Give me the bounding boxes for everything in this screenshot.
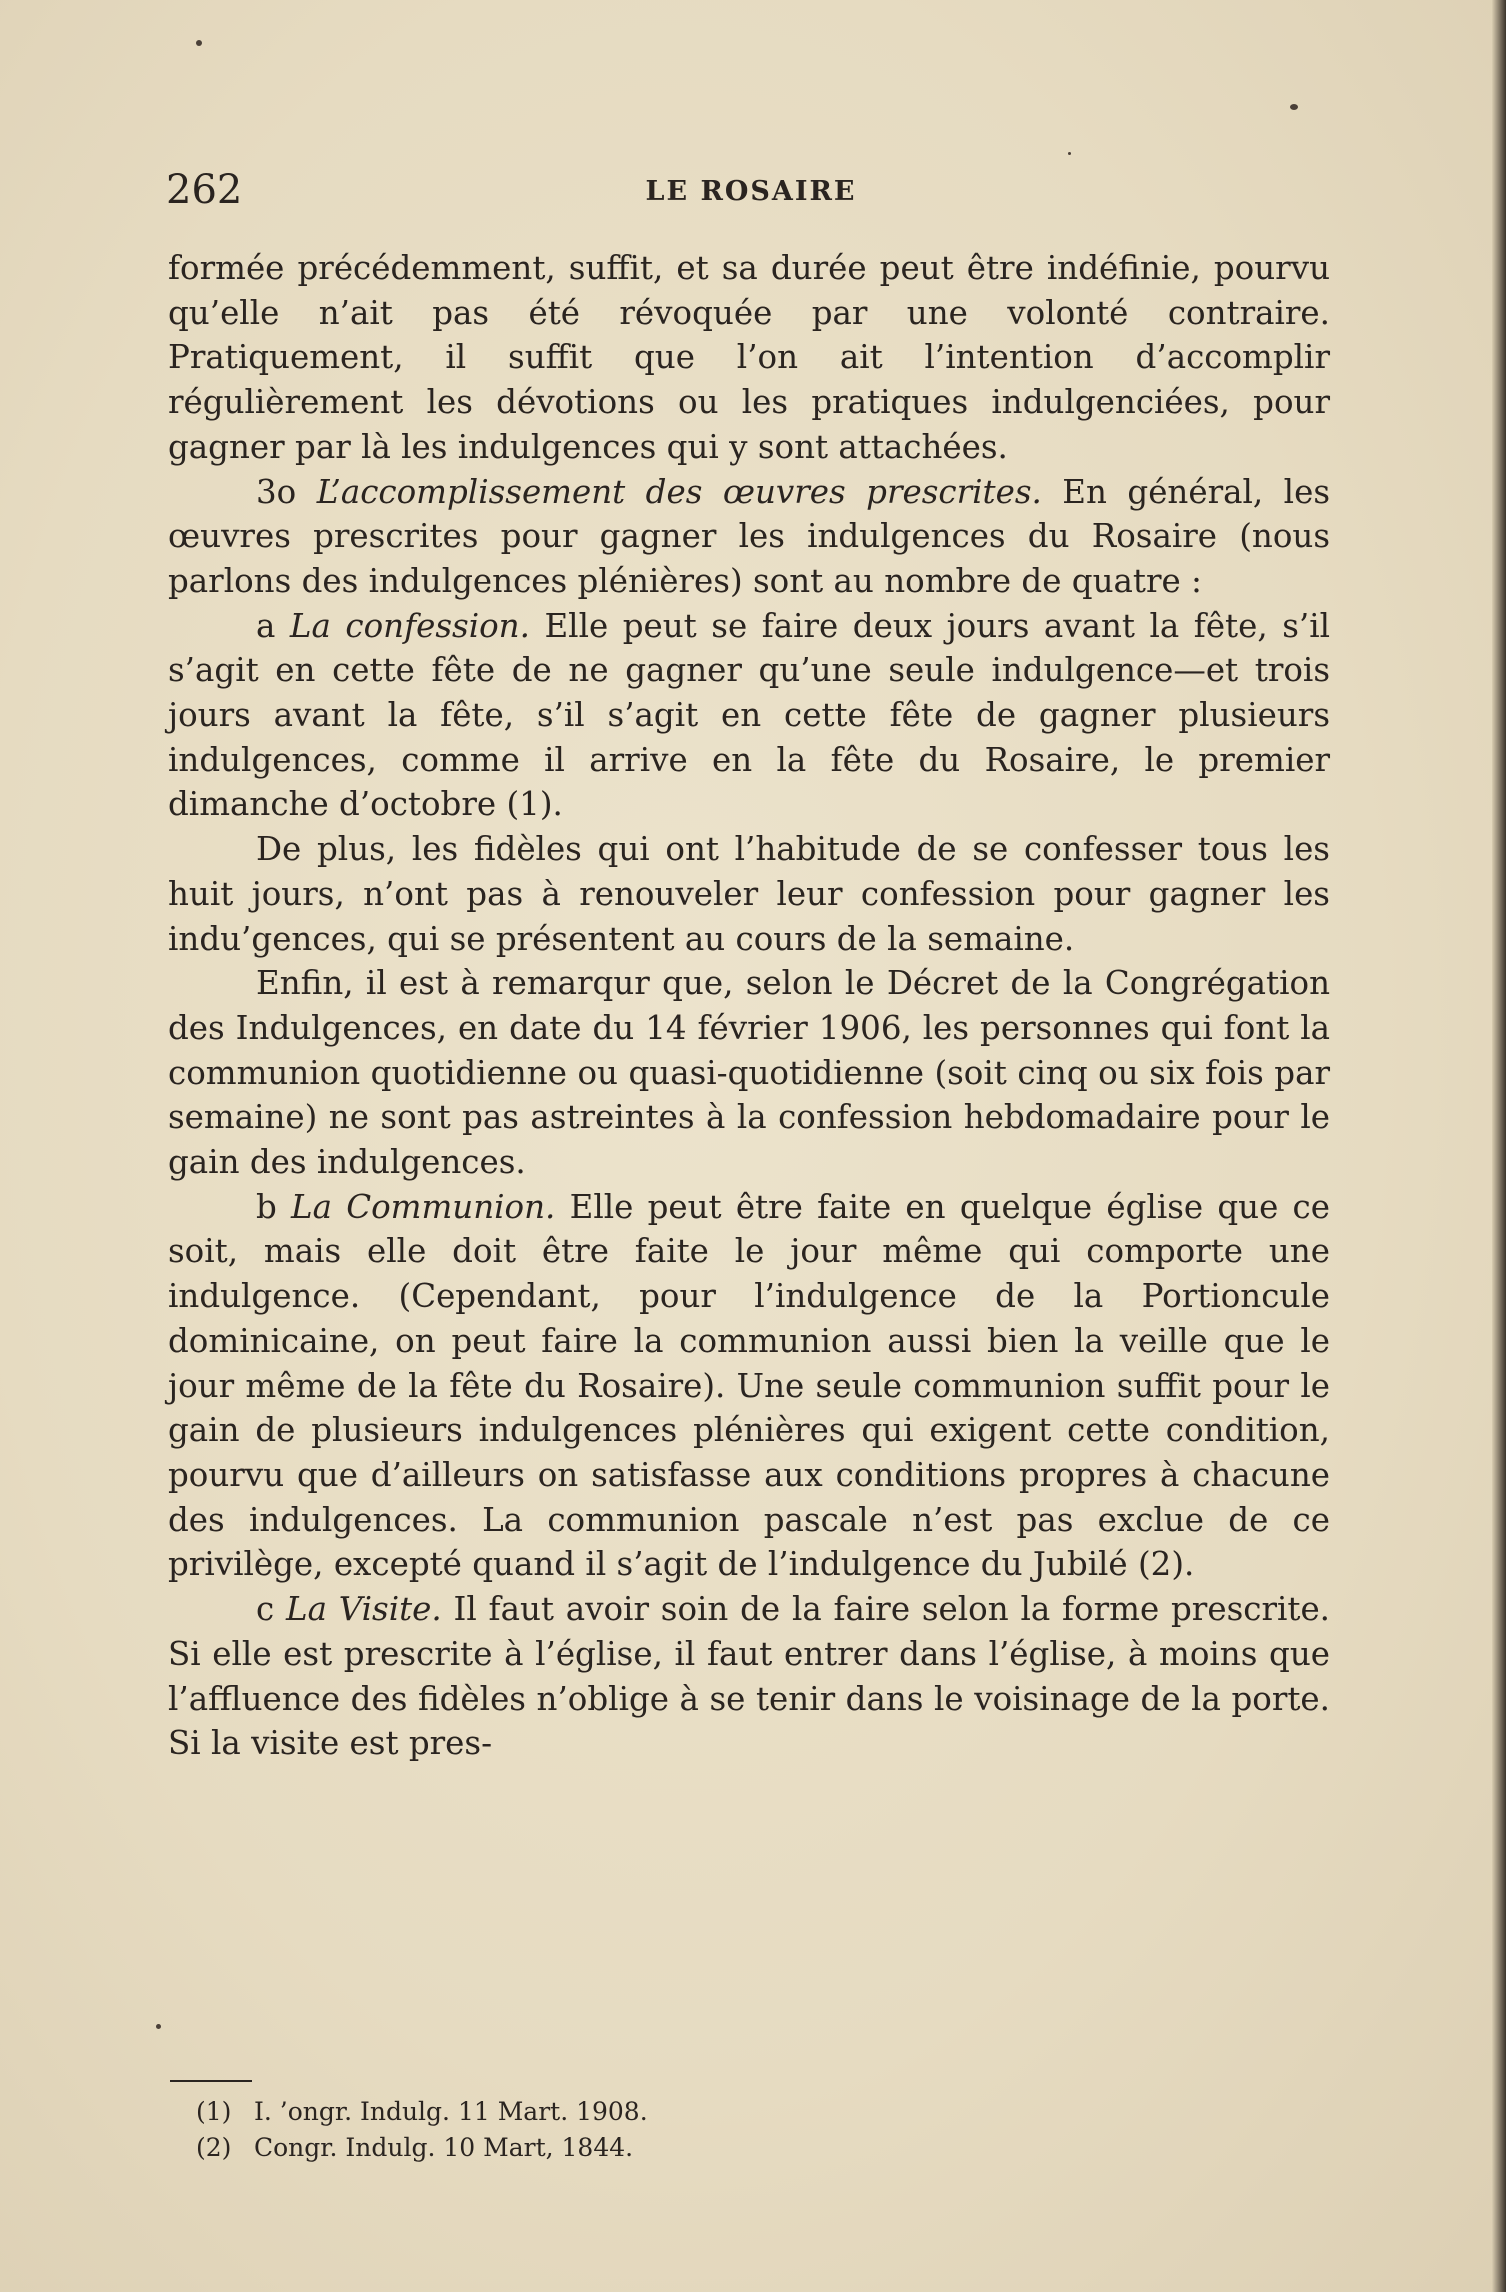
footnote-marker: (2)	[196, 2133, 232, 2162]
paper-speck	[196, 40, 202, 46]
text-run: De plus, les fidèles qui ont l’habitude de se confesser tous les huit jours, n’ont pas à renouveler leur confession pour gagner les indu’gences, qui se présentent au cours de la semaine.	[168, 830, 1330, 958]
body-text	[168, 246, 1330, 1766]
paragraph	[168, 827, 1330, 961]
text-run: b	[256, 1187, 292, 1226]
paragraph	[168, 470, 1330, 604]
subsection-heading-italic: La Communion.	[291, 1187, 556, 1226]
running-title: LE ROSAIRE	[645, 176, 857, 207]
paragraph	[168, 604, 1330, 828]
paragraph	[168, 1587, 1330, 1766]
page-number: 262	[166, 167, 243, 213]
paragraph	[168, 246, 1330, 470]
footnote	[196, 2094, 1196, 2130]
text-run: En général, les œuvres prescrites pour gagner les indulgences du Rosaire (nous parlons des indulgences plénières) sont au nombre de quatre :	[168, 472, 1330, 600]
paper-speck	[1290, 104, 1298, 110]
text-run: formée précédemment, suffit, et sa durée peut être indéfinie, pourvu qu’elle n’ait pas été révoquée par une volonté contraire. Pratiquement, il suffit que l’on ait l’intention d’accomplir régulièrement les dévotions ou les pratiques indulgenciées, pour gagner par là les indulgences qui y sont attachées.	[168, 249, 1330, 466]
text-run: Elle peut se faire deux jours avant la fête, s’il s’agit en cette fête de ne gagner qu’une seule indulgence—et trois jours avant la fête, s’il s’agit en cette fête de gagner plusieurs indulgences, comme il arrive en la fête du Rosaire, le premier dimanche d’octobre (1).	[168, 606, 1330, 824]
subsection-heading-italic: La confession.	[289, 606, 530, 645]
footnote	[196, 2130, 1196, 2166]
paper-speck	[156, 2024, 161, 2029]
section-heading-italic: L’accomplissement des œuvres prescrites.	[316, 472, 1042, 511]
text-run: c	[256, 1590, 286, 1629]
text-run: 3o	[256, 472, 317, 511]
subsection-heading-italic: La Visite.	[286, 1590, 442, 1629]
text-run: Enfin, il est à remarqur que, selon le Décret de la Congrégation des Indulgences, en date du 14 février 1906, les personnes qui font la communion quotidienne ou quasi-quotidienne (soit cinq ou six fois par semaine) ne sont pas astreintes à la confession hebdomadaire pour le gain des indulgences.	[168, 964, 1330, 1182]
footnote-text: Congr. Indulg. 10 Mart, 1844.	[254, 2133, 634, 2162]
text-run: Elle peut être faite en quelque église que ce soit, mais elle doit être faite le jour même qui comporte une indulgence. (Cependant, pour l’indulgence de la Portioncule dominicaine, on peut faire la communion aussi bien la veille que le jour même de la fête du Rosaire). Une seule communion suffit pour le gain de plusieurs indulgences plénières qui exigent cette condition, pourvu que d’ailleurs on satisfasse aux conditions propres à chacune des indulgences. La communion pascale n’est pas exclue de ce privilège, excepté quand il s’agit de l’indulgence du Jubilé (2).	[168, 1187, 1330, 1584]
text-run: Il faut avoir soin de la faire selon la forme prescrite. Si elle est prescrite à l’église, il faut entrer dans l’église, à moins que l’affluence des fidèles n’oblige à se tenir dans le voisinage de la porte. Si la visite est pres-	[168, 1590, 1331, 1763]
footnote-text: I. ’ongr. Indulg. 11 Mart. 1908.	[254, 2097, 648, 2126]
paragraph	[168, 1185, 1330, 1587]
footnotes	[196, 2094, 1196, 2166]
page-edge-shadow	[1492, 0, 1506, 2292]
footnote-marker: (1)	[196, 2097, 232, 2126]
paragraph	[168, 961, 1330, 1185]
text-run: a	[256, 606, 290, 645]
page-header	[166, 160, 1336, 220]
footnote-divider	[170, 2080, 252, 2082]
paper-speck	[1068, 152, 1071, 155]
